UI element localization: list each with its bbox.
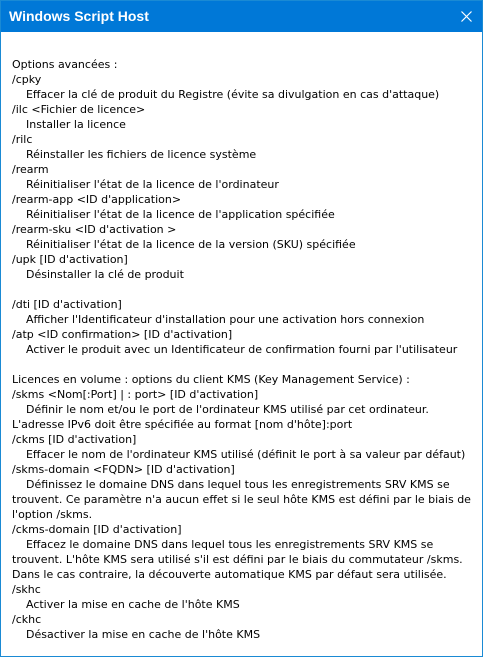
message-text: Options avancées : /cpky Effacer la clé de produit du Registre (évite sa divulgation en cas d'attaque) /ilc <Fichier de licence> Installer la licence /rilc Réinstaller les fichiers de licence système /rearm Réinitialiser l'état de la licence de l'ordinateur /rearm-app <ID d'application> Réinitialiser l'état de la licence de l'application spécifiée /rearm-sku <ID d'activation > Réinitialiser l'état de la licence de la version (SKU) spécifiée /upk [ID d'activation] Désinstaller la clé de produit /dti [ID d'activation] Afficher l'Identificateur d'installation pour une activation hors connexion /atp <ID confirmation> [ID d'activation] Activer le produit avec un Identificateur de confirmation fourni par l'utilisateur Licences en volume : options du client KMS (Key Management Service) : /skms <Nom[:Port] | : port> [ID d'activation] Définir le nom et/ou le port de l'ordinateur KMS utilisé par cet ordinateur. L'adresse IPv6 doit être spécifiée au format [nom d'hôte]:port /ckms [ID d'activation] Effacer le nom de l'ordinateur KMS utilisé (définit le port à sa valeur par défaut) /skms-domain <FQDN> [ID d'activation] Définissez le domaine DNS dans lequel tous les enregistrements SRV KMS se trouvent. Ce paramètre n'a aucun effet si le seul hôte KMS est défini par le biais de l'option /skms. /ckms-domain [ID d'activation] Effacez le domaine DNS dans lequel tous les enregistrements SRV KMS se trouvent. L'hôte KMS sera utilisé s'il est défini par le biais du commutateur /skms. Dans le cas contraire, la découverte automatique KMS par défaut sera utilisée. /skhc Activer la mise en cache de l'hôte KMS /ckhc Désactiver la mise en cache de l'hôte KMS	[12, 58, 471, 641]
title-bar[interactable]	[1, 1, 482, 32]
close-icon	[461, 11, 472, 22]
window-title: Windows Script Host	[9, 8, 149, 24]
close-button[interactable]	[450, 1, 482, 32]
